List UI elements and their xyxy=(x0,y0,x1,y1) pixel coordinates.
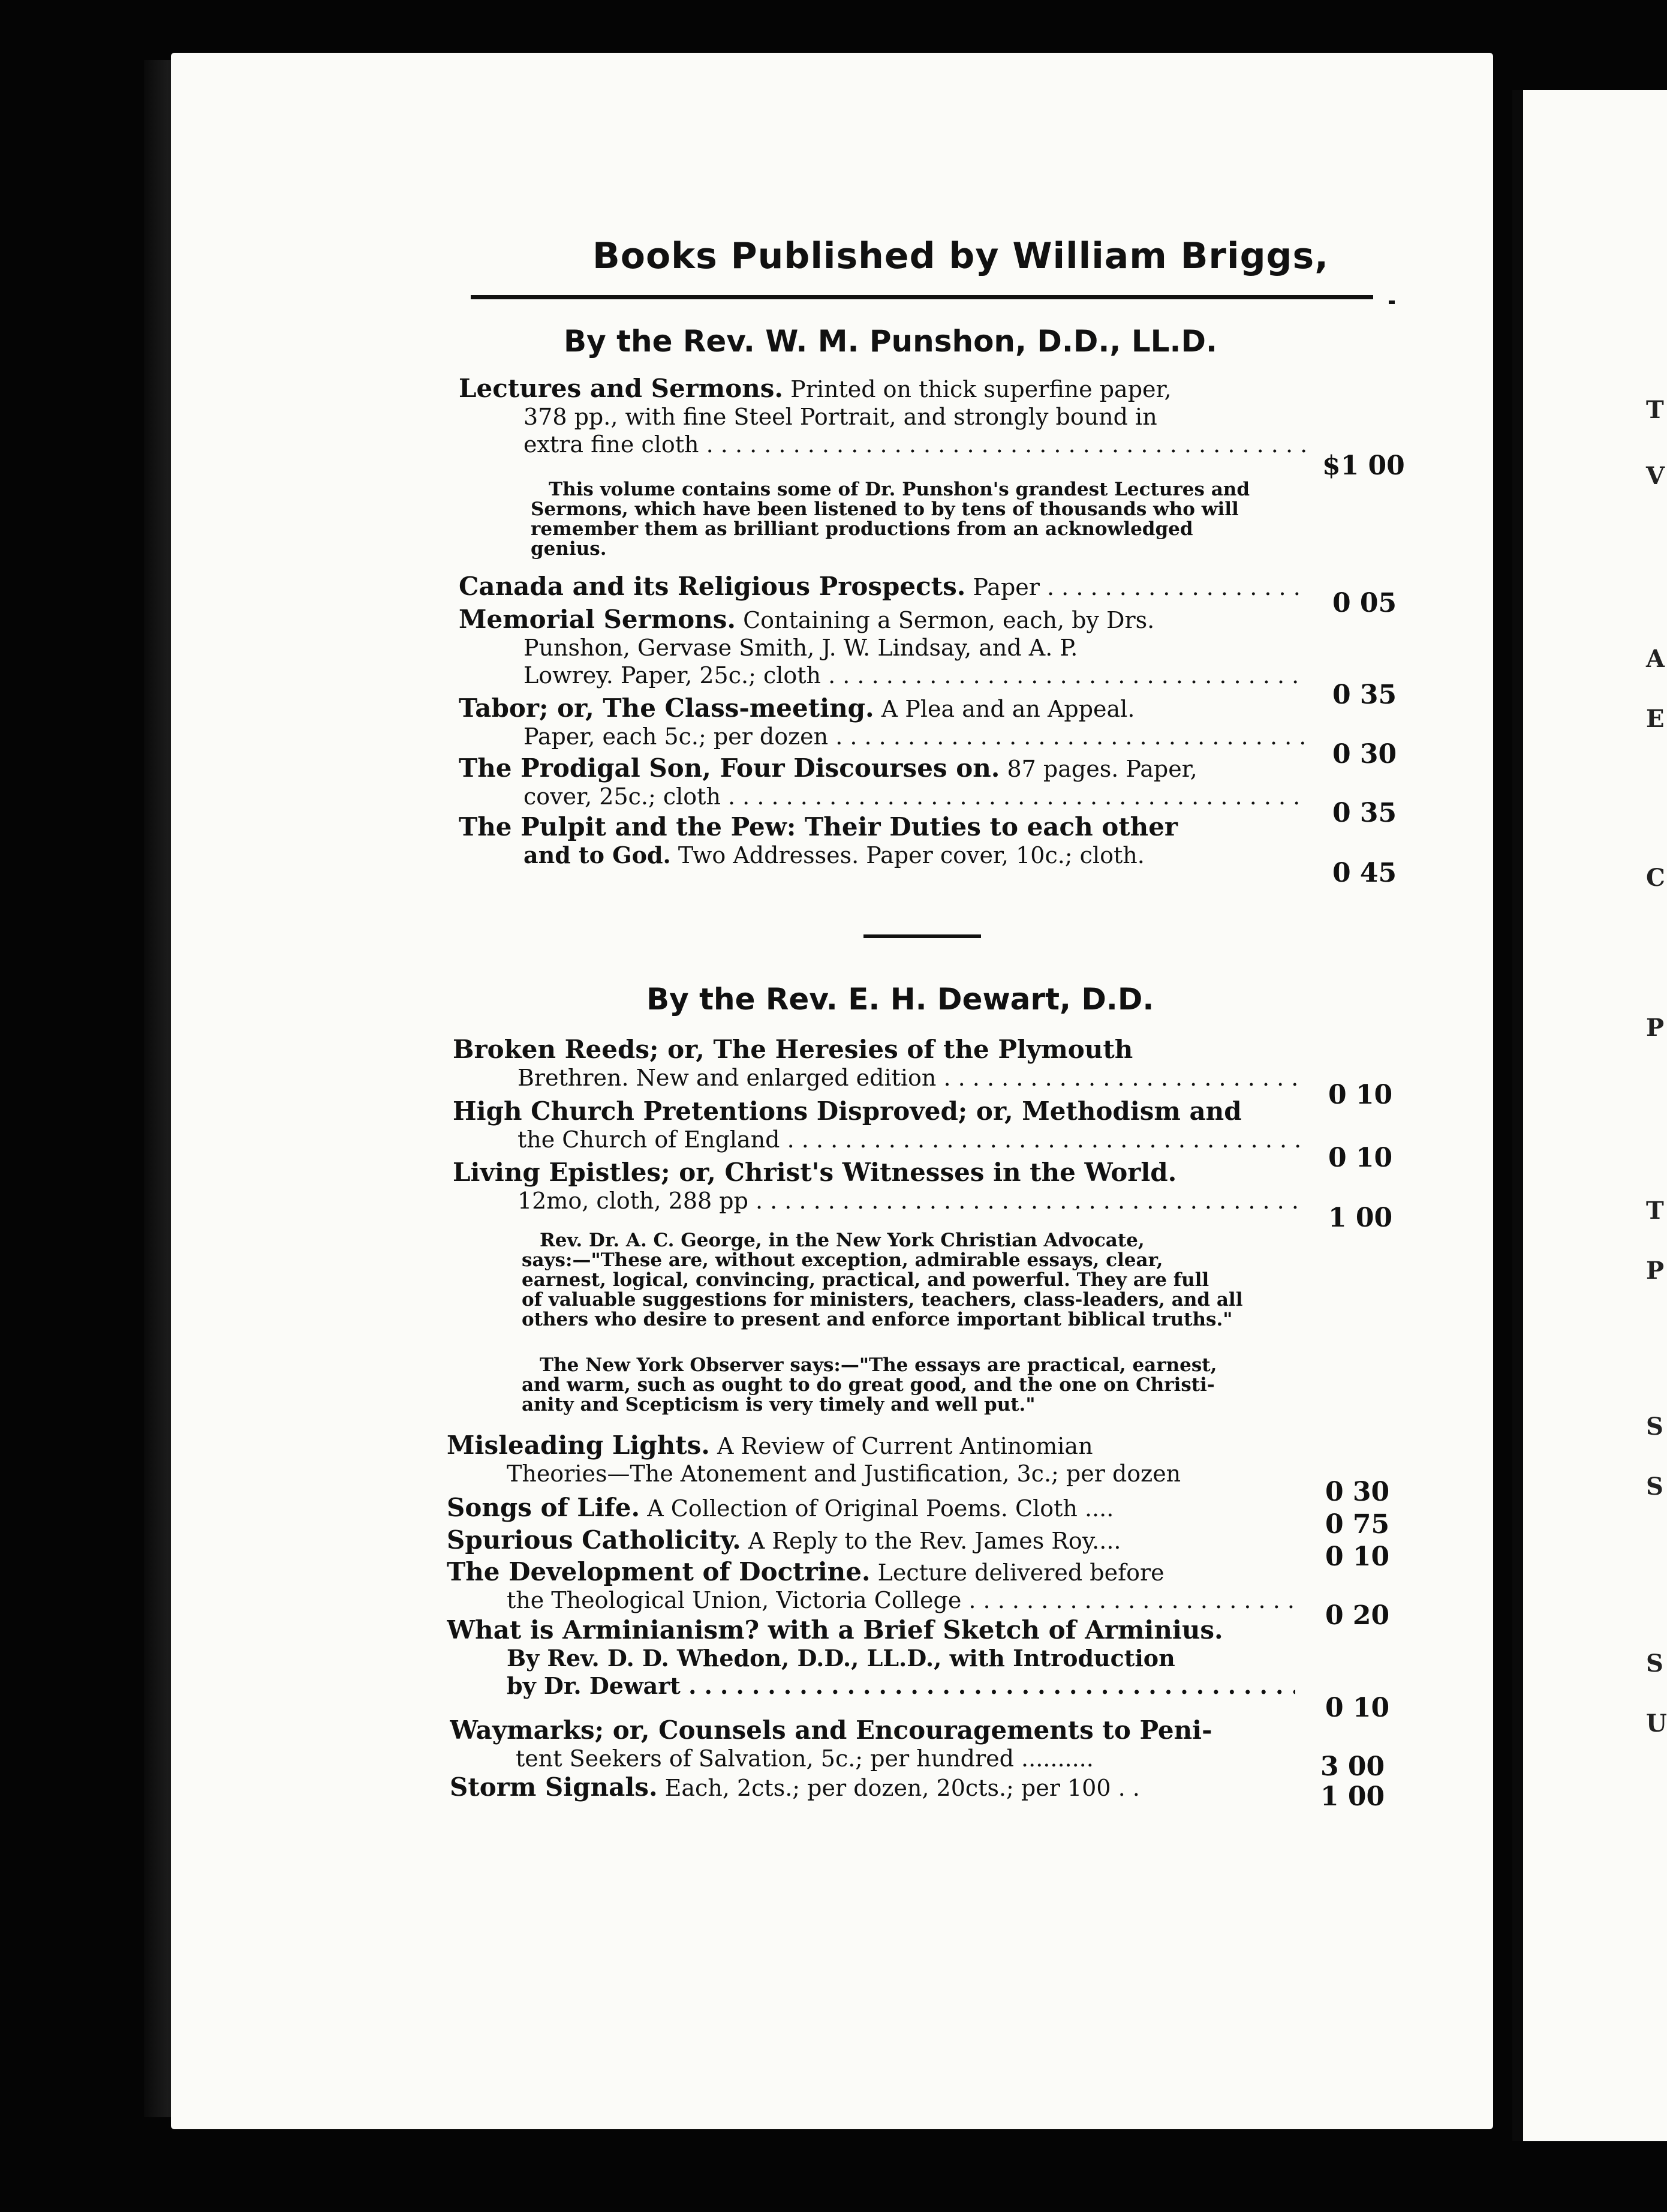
book-title: Canada and its Religious Prospects. xyxy=(459,573,966,601)
book-desc: A Review of Current Antinomian xyxy=(717,1433,1093,1459)
book-title: Memorial Sermons. xyxy=(459,606,736,634)
book-title: Spurious Catholicity. xyxy=(447,1526,741,1555)
book-entry xyxy=(447,1432,1295,1487)
margin-letter: P xyxy=(1646,1257,1665,1285)
book-desc: by Dr. Dewart . . . xyxy=(447,1672,1295,1700)
book-desc: A Plea and an Appeal. xyxy=(881,696,1135,722)
book-desc: the Theological Union, Victoria College . . . xyxy=(507,1587,1295,1613)
book-price: 0 05 xyxy=(1332,588,1397,618)
page-header: Books Published by William Briggs, xyxy=(592,235,1329,277)
book-title: The Pulpit and the Pew: Their Duties to each other xyxy=(459,813,1178,841)
book-title: The Prodigal Son, Four Discourses on. xyxy=(459,755,1000,783)
book-desc: Paper, each 5c.; per dozen . . . xyxy=(459,723,1307,750)
book-desc: Lowrey. Paper, 25c.; cloth . . . xyxy=(459,662,1307,689)
book-desc: Brethren. New and enlarged edition . . . xyxy=(453,1064,1301,1092)
book-price: 0 35 xyxy=(1332,680,1397,710)
section-heading-punshon: By the Rev. W. M. Punshon, D.D., LL.D. xyxy=(564,324,1218,359)
book-desc: Printed on thick superfine paper, xyxy=(790,376,1172,402)
book-price: 0 75 xyxy=(1325,1509,1390,1540)
book-entry xyxy=(447,1558,1295,1614)
book-desc: A Collection of Original Poems. Cloth .... xyxy=(647,1495,1114,1522)
section-heading-dewart: By the Rev. E. H. Dewart, D.D. xyxy=(646,982,1154,1017)
book-price: 0 30 xyxy=(1332,739,1397,770)
header-rule-dot xyxy=(1389,300,1395,304)
review-note: The New York Observer says:—"The essays are practical, earnest, and warm, such as ought to do great good, and the one on Christi- anity and Scepticism is very timely and well put." xyxy=(522,1354,1217,1415)
margin-letter: U xyxy=(1646,1709,1667,1738)
book-entry xyxy=(447,1616,1295,1700)
book-desc: Each, 2cts.; per dozen, 20cts.; per 100 . . xyxy=(664,1775,1140,1801)
book-entry xyxy=(447,1526,1295,1555)
margin-letter: C xyxy=(1646,864,1665,892)
book-price: 3 00 xyxy=(1320,1751,1385,1782)
book-price: 1 00 xyxy=(1320,1781,1385,1812)
book-price: 0 20 xyxy=(1325,1600,1390,1631)
book-title: Storm Signals. xyxy=(450,1774,658,1802)
book-title-cont: and to God. xyxy=(523,841,671,868)
book-title: Waymarks; or, Counsels and Encouragements to Peni- xyxy=(450,1717,1212,1745)
book-entry xyxy=(447,1494,1295,1522)
book-desc: Paper xyxy=(973,574,1040,600)
book-title: Broken Reeds; or, The Heresies of the Plymouth xyxy=(453,1036,1133,1064)
book-entry xyxy=(450,1774,1298,1802)
margin-letter: V xyxy=(1646,462,1665,490)
section-divider xyxy=(863,934,981,938)
book-title: What is Arminianism? with a Brief Sketch of Arminius. xyxy=(447,1616,1223,1645)
book-entry xyxy=(459,375,1307,458)
book-price: 1 00 xyxy=(1328,1203,1393,1233)
book-price: 0 30 xyxy=(1325,1477,1390,1507)
margin-letter: S xyxy=(1646,1412,1663,1441)
book-entry xyxy=(459,695,1307,750)
book-note: This volume contains some of Dr. Punshon's grandest Lectures and Sermons, which have been listened to by tens of thousands who will remember them as brilliant productions from an acknowledged genius. xyxy=(531,479,1250,560)
book-desc: tent Seekers of Salvation, 5c.; per hundred .......... xyxy=(516,1745,1094,1772)
margin-letter: E xyxy=(1646,705,1665,733)
margin-letter: S xyxy=(1646,1472,1663,1501)
book-entry xyxy=(453,1036,1301,1092)
book-desc: Containing a Sermon, each, by Drs. xyxy=(743,607,1155,633)
book-title: Songs of Life. xyxy=(447,1494,640,1522)
book-entry xyxy=(459,606,1307,689)
margin-letter: T xyxy=(1646,1197,1664,1225)
book-entry xyxy=(459,573,1307,601)
book-title: Lectures and Sermons. xyxy=(459,375,784,403)
book-desc: 12mo, cloth, 288 pp . . . xyxy=(453,1187,1301,1215)
book-title: Misleading Lights. xyxy=(447,1432,710,1460)
book-desc: Lecture delivered before xyxy=(877,1559,1165,1586)
book-title: High Church Pretentions Disproved; or, Methodism and xyxy=(453,1098,1242,1126)
review-note: Rev. Dr. A. C. George, in the New York Christian Advocate, says:—"These are, without exception, admirable essays, clear, earnest, logical, convincing, practical, and powerful. They are full of valuable suggestions for ministers, teachers, class-leaders, and all others who desire to present and enforce important biblical truths." xyxy=(522,1230,1243,1330)
margin-letter: P xyxy=(1646,1014,1665,1042)
book-entry xyxy=(453,1098,1301,1153)
book-desc: Theories—The Atonement and Justification, 3c.; per dozen xyxy=(507,1460,1181,1487)
book-price: 0 10 xyxy=(1325,1541,1390,1572)
book-price: 0 10 xyxy=(1328,1080,1393,1110)
book-desc: the Church of England . . . xyxy=(453,1126,1301,1153)
book-desc: 87 pages. Paper, xyxy=(1007,756,1197,782)
book-entry xyxy=(459,755,1307,810)
book-desc: A Reply to the Rev. James Roy.... xyxy=(748,1528,1121,1554)
book-title: Living Epistles; or, Christ's Witnesses in the World. xyxy=(453,1159,1177,1187)
book-entry xyxy=(459,813,1307,869)
book-price: 0 35 xyxy=(1332,798,1397,828)
margin-letter: A xyxy=(1646,645,1665,673)
book-desc: Two Addresses. Paper cover, 10c.; cloth. xyxy=(678,842,1145,868)
book-price: 0 10 xyxy=(1328,1143,1393,1173)
page-gutter xyxy=(1512,90,1523,2141)
book-entry xyxy=(450,1717,1298,1772)
margin-letter: S xyxy=(1646,1649,1663,1678)
margin-letter: T xyxy=(1646,396,1664,424)
book-entry xyxy=(453,1159,1301,1215)
header-rule xyxy=(471,295,1373,299)
book-desc: Punshon, Gervase Smith, J. W. Lindsay, and A. P. xyxy=(523,635,1078,661)
book-desc: extra fine cloth . . . xyxy=(459,431,1307,458)
book-price: $1 00 xyxy=(1322,450,1405,481)
book-title: Tabor; or, The Class-meeting. xyxy=(459,695,874,723)
book-desc: By Rev. D. D. Whedon, D.D., LL.D., with Introduction xyxy=(507,1645,1175,1672)
book-price: 0 10 xyxy=(1325,1693,1390,1723)
book-price: 0 45 xyxy=(1332,858,1397,888)
book-desc: 378 pp., with fine Steel Portrait, and strongly bound in xyxy=(523,404,1157,430)
book-desc: cover, 25c.; cloth . . . xyxy=(459,783,1307,810)
facing-page xyxy=(1523,90,1667,2141)
book-title: The Development of Doctrine. xyxy=(447,1558,871,1586)
